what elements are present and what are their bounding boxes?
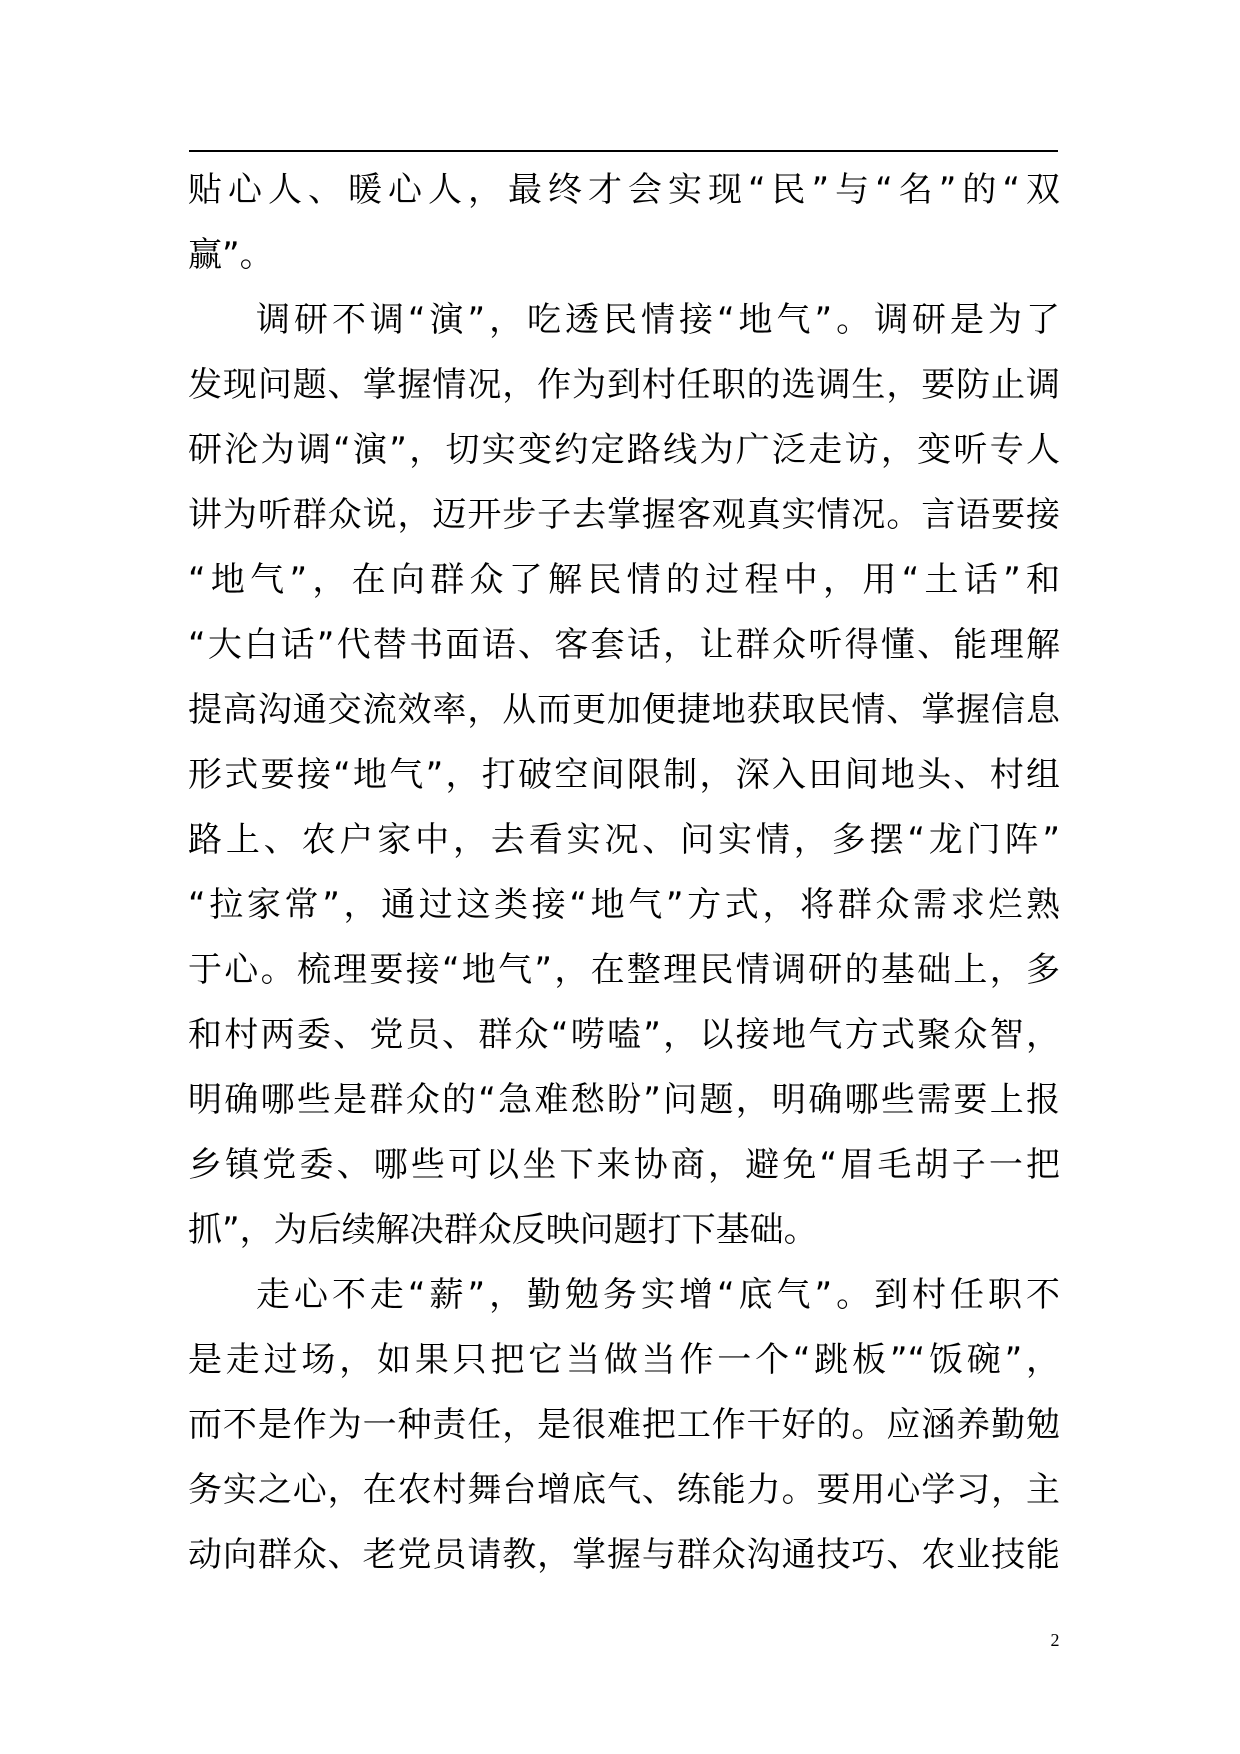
text-line: 研沦为调“演”，切实变约定路线为广泛走访，变听专人 — [188, 430, 1060, 470]
text-line: 形式要接“地气”，打破空间限制，深入田间地头、村组 — [188, 755, 1060, 795]
text-line: 于心。梳理要接“地气”，在整理民情调研的基础上，多 — [188, 950, 1060, 990]
paragraph-first-line: 走心不走“薪”，勤勉务实增“底气”。到村任职不 — [256, 1275, 1060, 1315]
header-rule — [189, 150, 1058, 152]
text-line: 动向群众、老党员请教，掌握与群众沟通技巧、农业技能 — [188, 1535, 1060, 1575]
text-line: 抓”，为后续解决群众反映问题打下基础。 — [188, 1210, 818, 1250]
text-line: 路上、农户家中，去看实况、问实情，多摆“龙门阵” — [188, 820, 1060, 860]
text-line: “地气”，在向群众了解民情的过程中，用“土话”和 — [188, 560, 1060, 600]
text-line: 和村两委、党员、群众“唠嗑”，以接地气方式聚众智， — [188, 1015, 1060, 1055]
text-line: 而不是作为一种责任，是很难把工作干好的。应涵养勤勉 — [188, 1405, 1060, 1445]
text-line: 是走过场，如果只把它当做当作一个“跳板”“饭碗”， — [188, 1340, 1060, 1380]
body-text — [188, 158, 1060, 1588]
text-line: 发现问题、掌握情况，作为到村任职的选调生，要防止调 — [188, 365, 1060, 405]
text-line: 乡镇党委、哪些可以坐下来协商，避免“眉毛胡子一把 — [188, 1145, 1060, 1185]
text-line: 提高沟通交流效率，从而更加便捷地获取民情、掌握信息 — [188, 690, 1060, 730]
text-line: 讲为听群众说，迈开步子去掌握客观真实情况。言语要接 — [188, 495, 1060, 535]
text-line: 赢”。 — [188, 235, 274, 275]
paragraph-first-line: 调研不调“演”，吃透民情接“地气”。调研是为了 — [256, 300, 1060, 340]
page-number: 2 — [1050, 1630, 1060, 1650]
text-line: 务实之心，在农村舞台增底气、练能力。要用心学习，主 — [188, 1470, 1060, 1510]
text-line: “大白话”代替书面语、客套话，让群众听得懂、能理解 — [188, 625, 1060, 665]
text-line: 贴心人、暖心人，最终才会实现“民”与“名”的“双 — [188, 170, 1060, 210]
text-line: “拉家常”，通过这类接“地气”方式，将群众需求烂熟 — [188, 885, 1060, 925]
text-line: 明确哪些是群众的“急难愁盼”问题，明确哪些需要上报 — [188, 1080, 1060, 1120]
